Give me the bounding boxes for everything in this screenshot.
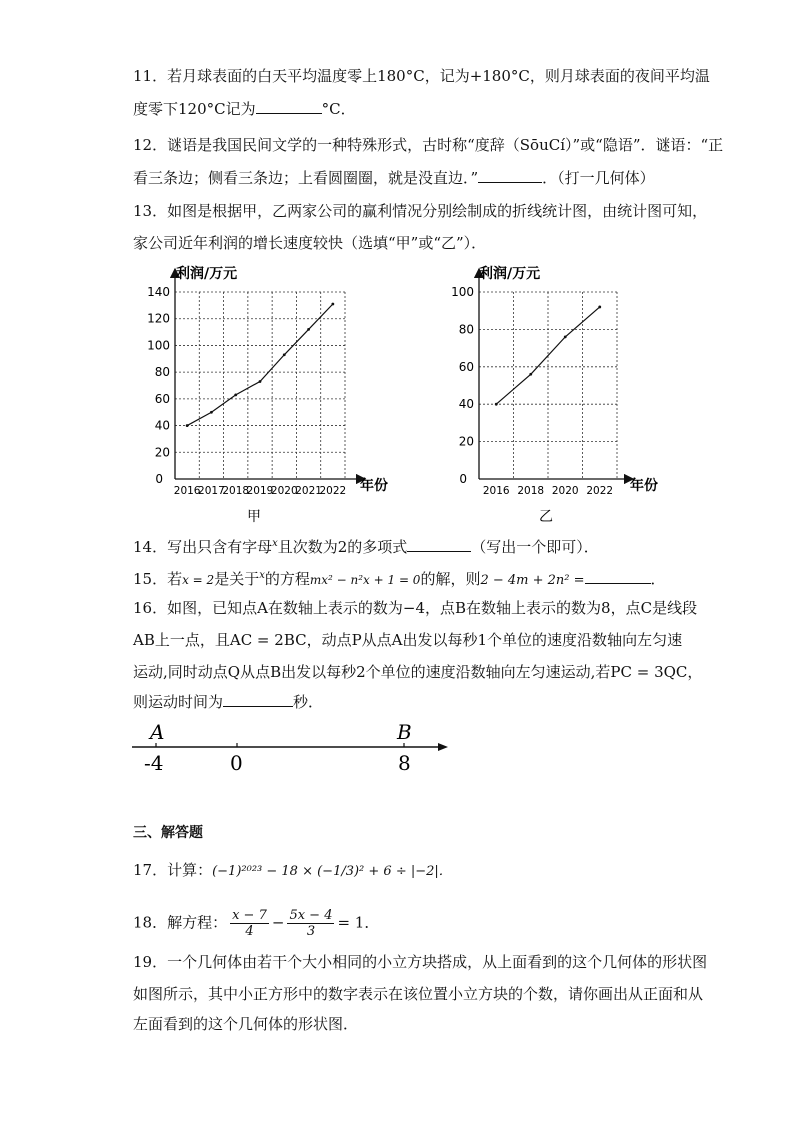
q15-post: ．: [650, 570, 666, 588]
q18-fraction-2: [287, 908, 334, 939]
value-a-label: -4: [144, 751, 164, 775]
q19-line1: 19．一个几何体由若干个大小相同的小立方块搭成，从上面看到的这个几何体的形状图: [133, 953, 708, 971]
data-point-jia: [234, 393, 237, 396]
section-heading: 三、解答题: [133, 825, 203, 841]
answer-blank-12[interactable]: [478, 168, 542, 183]
value-b-label: 8: [398, 751, 411, 775]
q15-equation: mx² − n²x + 1 = 0: [309, 573, 421, 587]
data-point-jia: [259, 380, 262, 383]
y-tick-label: 0: [459, 472, 467, 486]
q16-line2: AB上一点，且AC = 2BC，动点P从点A出发以每秒1个单位的速度沿数轴向左匀速: [133, 631, 683, 649]
y-tick-label: 120: [147, 311, 170, 326]
data-point-jia: [283, 353, 286, 356]
number-line-arrow: [438, 743, 448, 751]
q16-line4-post: 秒．: [293, 693, 324, 711]
q14-post: （写出一个即可）．: [471, 538, 599, 556]
data-point-yi: [598, 306, 601, 309]
q18-line: [133, 908, 379, 939]
data-point-yi: [529, 373, 532, 376]
answer-blank-16[interactable]: [223, 692, 293, 707]
q18-f1-num: x − 7: [232, 908, 267, 923]
x-tick-label: 2022: [586, 485, 614, 497]
y-axis-title: 利润/万元: [479, 266, 541, 282]
q19-line3: 左面看到的这个几何体的形状图．: [133, 1015, 359, 1033]
data-point-yi: [495, 403, 498, 406]
y-tick-label: 100: [147, 338, 170, 353]
q17-line: [133, 860, 452, 882]
q15-mid2: 的方程: [264, 570, 310, 588]
y-tick-label: 0: [155, 472, 163, 486]
x-tick-label: 2016: [173, 485, 201, 497]
value-zero-label: 0: [230, 751, 243, 775]
y-tick-label: 40: [458, 397, 474, 412]
q13-line2: 家公司近年利润的增长速度较快（选填“甲”或“乙”）．: [133, 234, 487, 252]
y-tick-label: 100: [451, 285, 474, 299]
y-tick-label: 20: [458, 434, 474, 449]
answer-blank-11[interactable]: [256, 99, 322, 114]
x-tick-label: 2018: [517, 485, 545, 497]
q15-line: [133, 566, 666, 591]
q13-line1: 13．如图是根据甲，乙两家公司的赢利情况分别绘制成的折线统计图，由统计图可知，: [133, 202, 708, 220]
y-tick-label: 20: [154, 445, 170, 460]
x-tick-label: 2020: [551, 485, 579, 497]
x-tick-label: 2016: [482, 485, 510, 497]
y-tick-label: 140: [147, 285, 170, 299]
q14-line: [133, 534, 599, 557]
q11-line1: 11．若月球表面的白天平均温度零上180°C，记为+180°C，则月球表面的夜间平均温: [133, 67, 710, 85]
q16-line3: 运动,同时动点Q从点B出发以每秒2个单位的速度沿数轴向左匀速运动,若PC = 3QC，: [133, 663, 703, 681]
q18-pre: 18．解方程：: [133, 913, 228, 932]
q18-f2-den: 3: [306, 924, 316, 939]
profit-charts: [0, 255, 794, 530]
q17-expr: (−1)²⁰²³ − 18 × (−1/3)² + 6 ÷ |−2|．: [212, 864, 452, 879]
q15-mid1: 是关于: [214, 570, 260, 588]
q14-mid: 且次数为2的多项式: [277, 538, 408, 556]
point-b-label: B: [397, 720, 412, 744]
chart-yi: [451, 265, 658, 525]
x-axis-title: 年份: [630, 478, 658, 494]
point-a-label: A: [150, 720, 165, 744]
q11-line2-post: °C．: [321, 100, 356, 118]
y-tick-label: 60: [458, 359, 474, 374]
data-point-jia: [210, 411, 213, 414]
chart-caption: 甲: [247, 509, 261, 525]
q18-fraction-1: [230, 908, 269, 939]
q15-mid3: 的解，则: [420, 570, 481, 588]
q11-line2-pre: 度零下120°C记为: [133, 100, 256, 118]
q11-line2: [133, 99, 356, 119]
q18-op: −: [271, 913, 285, 932]
q15-var: x: [259, 570, 265, 581]
chart-jia: [147, 265, 388, 525]
y-tick-label: 40: [154, 418, 170, 433]
q14-pre: 14．写出只含有字母: [133, 538, 273, 556]
number-line-figure: [120, 720, 460, 780]
q19-line2: 如图所示，其中小正方形中的数字表示在该位置小立方块的个数，请你画出从正面和从: [133, 985, 704, 1003]
x-tick-label: 2018: [222, 485, 250, 497]
q18-f2-num: 5x − 4: [289, 908, 333, 923]
q14-var: x: [272, 538, 278, 549]
answer-blank-15[interactable]: [585, 569, 651, 584]
data-point-jia: [331, 303, 334, 306]
q17-pre: 17．计算：: [133, 861, 213, 879]
q12-line2-post: ．（打一几何体）: [542, 169, 655, 187]
q16-line4: [133, 692, 323, 712]
y-axis-title: 利润/万元: [176, 266, 238, 282]
q15-pre: 15．若: [133, 570, 183, 588]
q18-f1-den: 4: [245, 924, 254, 939]
data-point-jia: [186, 424, 189, 427]
q15-cond: x = 2: [182, 573, 215, 587]
x-tick-label: 2022: [319, 485, 347, 497]
y-tick-label: 60: [154, 391, 170, 406]
q18-post: = 1．: [337, 913, 380, 932]
series-line-jia: [187, 304, 333, 426]
data-point-jia: [307, 328, 310, 331]
x-tick-label: 2020: [270, 485, 298, 497]
x-tick-label: 2017: [198, 485, 225, 497]
x-axis-title: 年份: [360, 478, 388, 494]
x-tick-label: 2021: [295, 485, 322, 497]
q16-line1: 16．如图，已知点A在数轴上表示的数为−4，点B在数轴上表示的数为8，点C是线段: [133, 599, 698, 617]
y-tick-label: 80: [458, 322, 474, 337]
q12-line2: [133, 168, 655, 188]
answer-blank-14[interactable]: [407, 537, 471, 552]
y-tick-label: 80: [154, 365, 170, 380]
q16-line4-pre: 则运动时间为: [133, 693, 224, 711]
data-point-yi: [564, 335, 567, 338]
chart-caption: 乙: [539, 509, 553, 525]
q15-expr: 2 − 4m + 2n² =: [480, 573, 585, 588]
q12-line2-pre: 看三条边；侧看三条边；上看圆圈圈，就是没直边．”: [133, 169, 479, 187]
x-tick-label: 2019: [246, 485, 274, 497]
q12-line1: 12．谜语是我国民间文学的一种特殊形式，古时称“度辞（SōuCí）”或“隐语”．谜语：“正: [133, 136, 724, 154]
